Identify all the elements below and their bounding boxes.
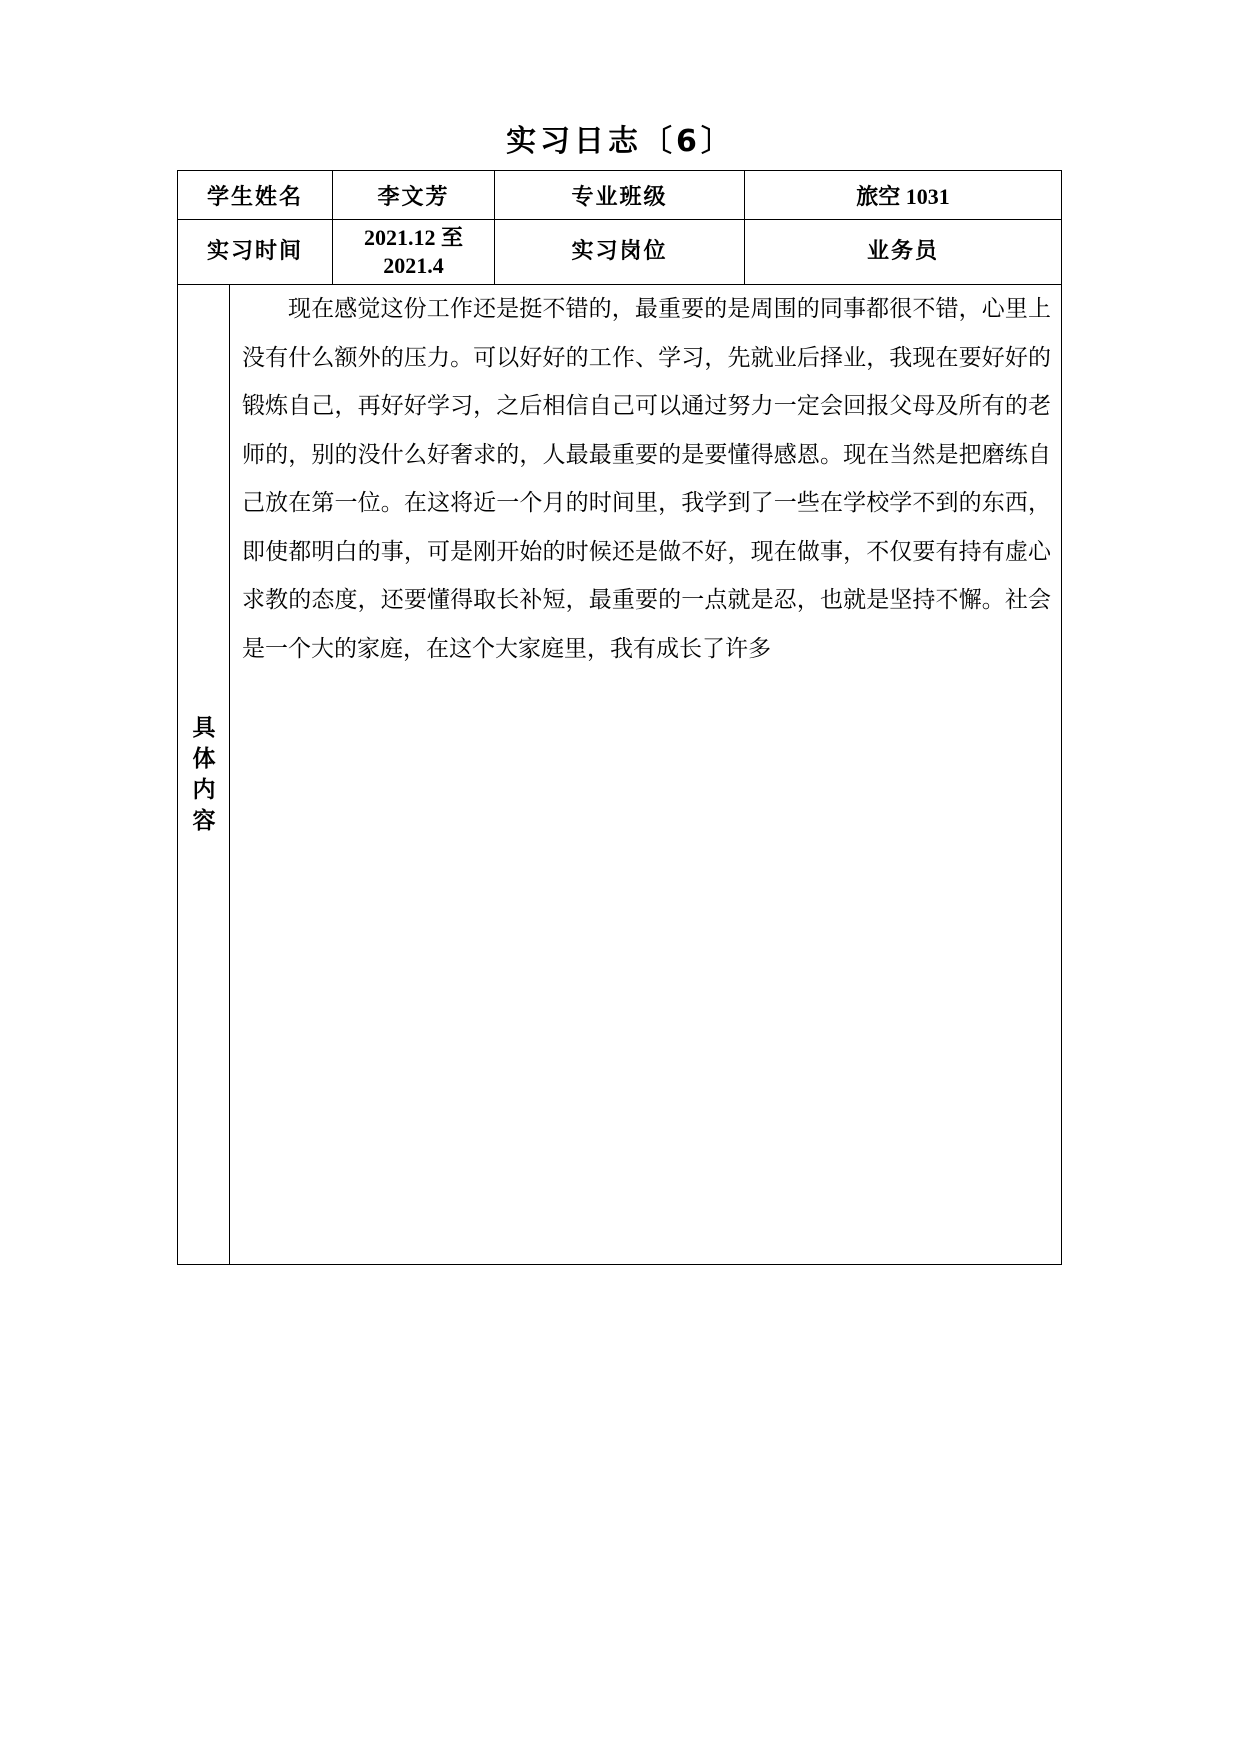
content-label: 具体内容 bbox=[192, 714, 216, 834]
student-name-value: 李文芳 bbox=[333, 171, 495, 220]
content-text: 现在感觉这份工作还是挺不错的，最重要的是周围的同事都很不错，心里上没有什么额外的压力。可以好好的工作、学习，先就业后择业，我现在要好好的锻炼自己，再好好学习，之后相信自己可以通过努力一定会回报父母及所有的老师的，别的没什么好奢求的，人最最重要的是要懂得感恩。现在当然是把磨练自己放在第一位。在这将近一个月的时间里，我学到了一些在学校学不到的东西，即使都明白的事，可是刚开始的时候还是做不好，现在做事，不仅要有持有虚心求教的态度，还要懂得取长补短，最重要的一点就是忍，也就是坚持不懈。社会是一个大的家庭，在这个大家庭里，我有成长了许多 bbox=[242, 296, 1052, 662]
content-label-cell bbox=[178, 285, 230, 1265]
major-class-label: 专业班级 bbox=[495, 171, 745, 220]
period-label: 实习时间 bbox=[178, 220, 333, 285]
content-cell bbox=[230, 285, 1062, 1265]
major-class-value: 旅空 1031 bbox=[745, 171, 1062, 220]
document-title: 实习日志〔6〕 bbox=[506, 124, 735, 159]
period-value bbox=[333, 220, 495, 285]
internship-log-table bbox=[177, 170, 1062, 1265]
table-row bbox=[178, 220, 1062, 285]
table-row bbox=[178, 171, 1062, 220]
position-value: 业务员 bbox=[745, 220, 1062, 285]
table-row bbox=[178, 285, 1062, 1265]
period-end: 2021.4 bbox=[383, 253, 444, 278]
student-name-label: 学生姓名 bbox=[178, 171, 333, 220]
period-start: 2021.12 至 bbox=[364, 225, 464, 250]
position-label: 实习岗位 bbox=[495, 220, 745, 285]
